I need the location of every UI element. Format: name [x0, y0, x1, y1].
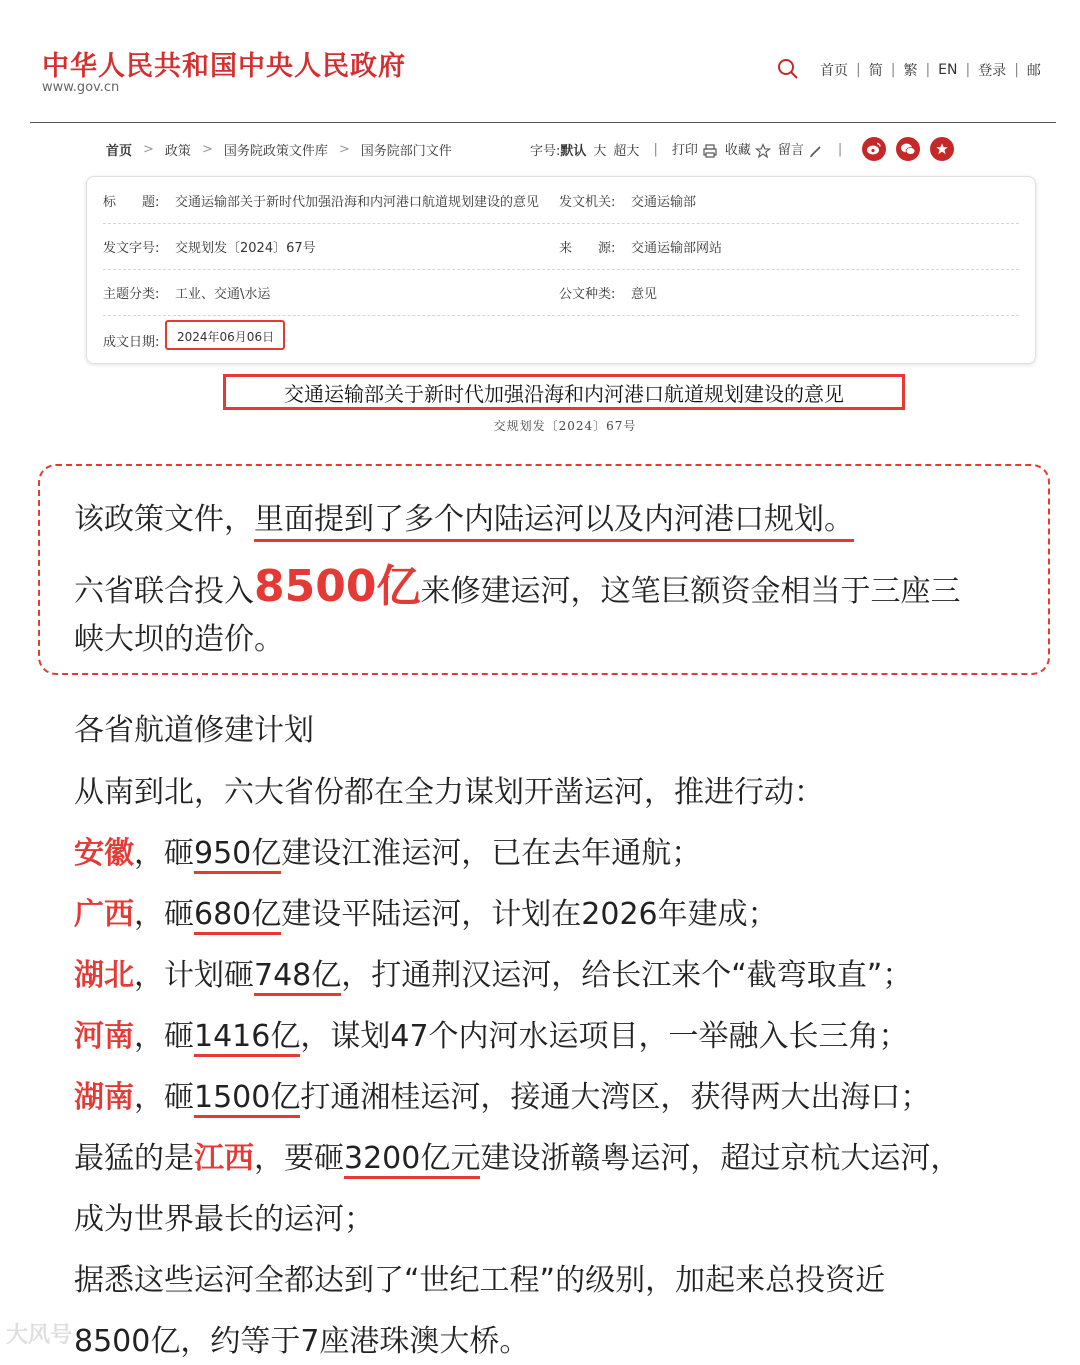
province-name: 湖北: [74, 958, 134, 993]
source-label: 来 源:: [559, 241, 616, 256]
nav-home[interactable]: 首页: [820, 63, 848, 79]
share-buttons: [862, 137, 954, 161]
info-row-docno: [103, 223, 1019, 270]
printer-icon: [702, 143, 718, 159]
header-divider: [30, 122, 1056, 123]
callout-text: 六省联合投入: [74, 574, 254, 609]
item-text: ，打通荆汉运河，给长江来个“截弯取直”；: [341, 958, 913, 993]
comment-label: 留言: [777, 143, 804, 159]
item-text: ，砸: [134, 1080, 194, 1115]
callout-line-2: [74, 550, 960, 614]
nav-separator: |: [1014, 62, 1019, 78]
item-text: ，砸: [134, 836, 194, 871]
title-value: 交通运输部关于新时代加强沿海和内河港口航道规划建设的意见: [175, 195, 540, 210]
section-heading: 各省航道修建计划: [74, 713, 314, 748]
chevron-right-icon: >: [338, 141, 350, 157]
document-info-card: [86, 176, 1036, 364]
investment-amount: 748亿: [254, 958, 341, 996]
callout-underlined-text: 里面提到了多个内陆运河以及内河港口规划。: [254, 502, 854, 542]
issuer-value: 交通运输部: [631, 195, 697, 210]
callout-text: 来修建运河，这笔巨额资金相当于三座三: [420, 574, 961, 609]
tool-separator: |: [653, 141, 658, 157]
breadcrumb-home[interactable]: 首页: [106, 143, 133, 159]
comment-button[interactable]: [778, 139, 824, 159]
article-tools: [530, 138, 954, 160]
chevron-right-icon: >: [143, 141, 154, 157]
favorite-label: 收藏: [724, 143, 751, 159]
print-label: 打印: [671, 143, 698, 159]
investment-amount: 680亿: [194, 897, 281, 935]
province-item-henan: [74, 1014, 909, 1060]
pencil-icon: [808, 143, 824, 159]
nav-separator: |: [925, 62, 931, 78]
nav-separator: |: [965, 62, 971, 78]
info-row-title: [103, 177, 1019, 224]
province-item-anhui: [74, 831, 701, 877]
site-title[interactable]: 中华人民共和国中央人民政府: [42, 51, 406, 82]
site-url[interactable]: www.gov.cn: [42, 80, 120, 95]
province-name: 湖南: [74, 1080, 134, 1115]
item-text: ，要砸: [254, 1141, 344, 1176]
total-investment-amount: 8500亿: [254, 561, 421, 612]
date-highlight-box: [165, 320, 285, 350]
top-nav: [820, 60, 1041, 80]
summary-line-1: 据悉这些运河全都达到了“世纪工程”的级别，加起来总投资近: [74, 1263, 886, 1298]
item-text: ，计划砸: [134, 958, 254, 993]
wechat-share-icon[interactable]: [896, 137, 920, 161]
source-value: 交通运输部网站: [631, 241, 723, 256]
favorite-button[interactable]: [725, 139, 771, 159]
jiangxi-continuation: 成为世界最长的运河；: [74, 1202, 374, 1237]
item-text: ，砸: [134, 897, 194, 932]
site-header: [0, 0, 1080, 124]
issuer-label: 发文机关:: [559, 195, 616, 210]
nav-simplified[interactable]: 简: [868, 63, 883, 79]
platform-watermark: 大风号: [6, 1323, 73, 1348]
font-size-xlarge[interactable]: 超大: [613, 143, 640, 159]
province-item-hunan: [74, 1075, 930, 1121]
item-text: 最猛的是: [74, 1141, 194, 1176]
nav-login[interactable]: 登录: [978, 63, 1007, 79]
investment-amount: 3200亿元: [344, 1141, 480, 1179]
chevron-right-icon: >: [201, 141, 213, 157]
favorite-share-icon[interactable]: [930, 137, 954, 161]
nav-separator: |: [856, 62, 861, 78]
topic-value: 工业、交通\水运: [175, 287, 271, 302]
nav-traditional[interactable]: 繁: [903, 63, 918, 79]
doctype-label: 公文种类:: [559, 287, 616, 302]
province-item-jiangxi: [74, 1136, 960, 1182]
info-row-topic: [103, 269, 1019, 316]
province-name: 安徽: [74, 836, 134, 871]
item-text: 打通湘桂运河，接通大湾区，获得两大出海口；: [300, 1080, 931, 1115]
breadcrumb-department-docs[interactable]: 国务院部门文件: [360, 143, 452, 159]
title-label: 标 题:: [103, 195, 160, 210]
date-label: 成文日期:: [103, 335, 160, 350]
nav-mail[interactable]: 邮: [1026, 63, 1041, 79]
breadcrumb-policy-library[interactable]: 国务院政策文件库: [223, 143, 328, 159]
investment-amount: 950亿: [194, 836, 281, 874]
callout-line-3: 峡大坝的造价。: [74, 622, 284, 657]
item-text: ，砸: [134, 1019, 194, 1054]
intro-paragraph: 从南到北，六大省份都在全力谋划开凿运河，推进行动：: [74, 775, 824, 810]
docno-label: 发文字号:: [103, 241, 160, 256]
callout-line-1: [74, 494, 854, 538]
item-text: 建设平陆运河，计划在2026年建成；: [281, 897, 778, 932]
item-text: ，谋划47个内河水运项目，一举融入长三角；: [300, 1019, 909, 1054]
info-row-date: [103, 317, 1019, 363]
date-value: 2024年06月06日: [177, 330, 275, 344]
tool-separator: |: [837, 141, 843, 157]
print-button[interactable]: [672, 139, 718, 159]
nav-english[interactable]: EN: [938, 62, 958, 78]
star-icon: [755, 143, 771, 159]
item-text: 建设江淮运河，已在去年通航；: [281, 836, 702, 871]
investment-amount: 1416亿: [194, 1019, 300, 1057]
search-icon[interactable]: [777, 58, 799, 80]
doctype-value: 意见: [631, 287, 658, 302]
item-text: 建设浙赣粤运河，超过京杭大运河，: [480, 1141, 961, 1176]
document-number: 交规划发〔2024〕67号: [493, 419, 637, 433]
font-size-label: 字号:: [530, 143, 561, 159]
callout-text: 该政策文件，: [74, 502, 254, 537]
province-item-guangxi: [74, 892, 778, 938]
province-name: 江西: [194, 1141, 254, 1176]
font-size-large[interactable]: 大: [593, 143, 607, 159]
province-name: 河南: [74, 1019, 134, 1054]
topic-label: 主题分类:: [103, 287, 160, 302]
province-item-hubei: [74, 953, 912, 999]
docno-value: 交规划发〔2024〕67号: [175, 241, 316, 256]
breadcrumb-policy[interactable]: 政策: [164, 143, 191, 159]
font-size-default[interactable]: 默认: [560, 143, 587, 159]
investment-amount: 1500亿: [194, 1080, 300, 1118]
summary-line-2: 8500亿，约等于7座港珠澳大桥。: [74, 1324, 530, 1359]
province-name: 广西: [74, 897, 134, 932]
weibo-share-icon[interactable]: [862, 137, 886, 161]
document-title: 交通运输部关于新时代加强沿海和内河港口航道规划建设的意见: [223, 374, 905, 410]
summary-callout: [38, 464, 1050, 675]
nav-separator: |: [890, 62, 896, 78]
breadcrumb: [106, 138, 452, 160]
